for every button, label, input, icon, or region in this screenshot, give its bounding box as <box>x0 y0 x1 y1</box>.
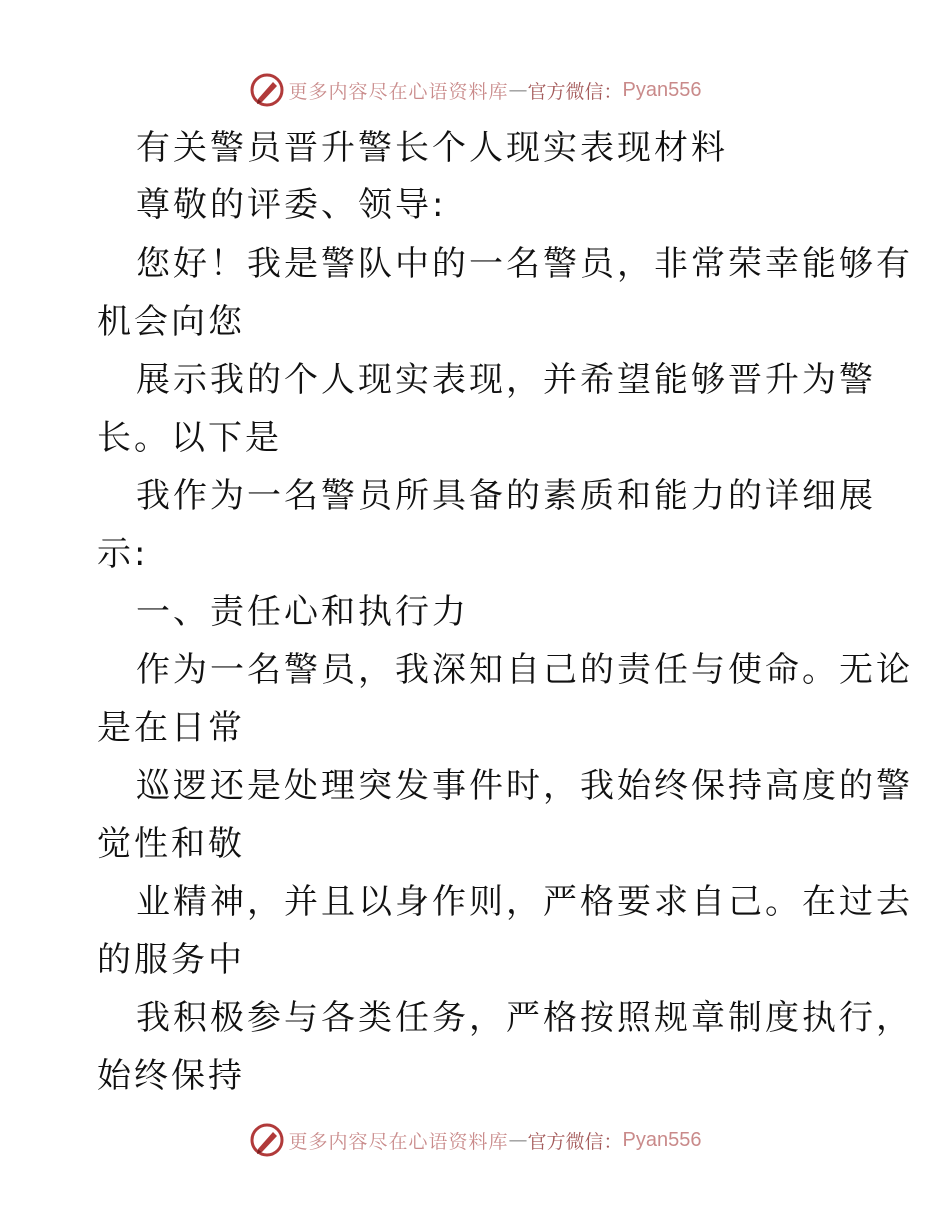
wechat-id: Pyan556 <box>622 1128 702 1151</box>
paragraph-line: 长。以下是 <box>97 418 282 458</box>
header-watermark <box>0 70 950 110</box>
paragraph-line: 觉性和敬 <box>97 824 245 864</box>
paragraph-line: 是在日常 <box>97 708 245 748</box>
watermark-separator: — <box>508 1129 528 1151</box>
paragraph-line: 始终保持 <box>97 1056 245 1096</box>
paragraph-line: 巡逻还是处理突发事件时，我始终保持高度的警 <box>136 766 913 806</box>
wechat-label: 官方微信： <box>527 1130 623 1153</box>
paragraph-line: 我作为一名警员所具备的素质和能力的详细展 <box>136 476 876 516</box>
paragraph-line: 的服务中 <box>97 940 245 980</box>
watermark-separator: — <box>508 79 528 101</box>
pen-logo-icon <box>249 72 285 108</box>
watermark-text: 更多内容尽在心语资料库 <box>288 80 509 103</box>
footer-watermark <box>0 1120 950 1160</box>
document-title: 有关警员晋升警长个人现实表现材料 <box>136 128 728 168</box>
pen-logo-icon <box>249 1122 285 1158</box>
wechat-id: Pyan556 <box>622 78 702 101</box>
salutation: 尊敬的评委、领导: <box>136 185 447 225</box>
paragraph-line: 机会向您 <box>97 302 245 342</box>
watermark-text: 更多内容尽在心语资料库 <box>288 1130 509 1153</box>
paragraph-line: 作为一名警员，我深知自己的责任与使命。无论 <box>136 650 913 690</box>
paragraph-line: 业精神，并且以身作则，严格要求自己。在过去 <box>136 882 913 922</box>
paragraph-line: 示: <box>97 534 149 574</box>
section-heading: 一、责任心和执行力 <box>136 592 469 632</box>
paragraph-line: 您好！我是警队中的一名警员，非常荣幸能够有 <box>136 244 913 284</box>
paragraph-line: 展示我的个人现实表现，并希望能够晋升为警 <box>136 360 876 400</box>
wechat-label: 官方微信： <box>527 80 623 103</box>
paragraph-line: 我积极参与各类任务，严格按照规章制度执行， <box>136 998 913 1038</box>
